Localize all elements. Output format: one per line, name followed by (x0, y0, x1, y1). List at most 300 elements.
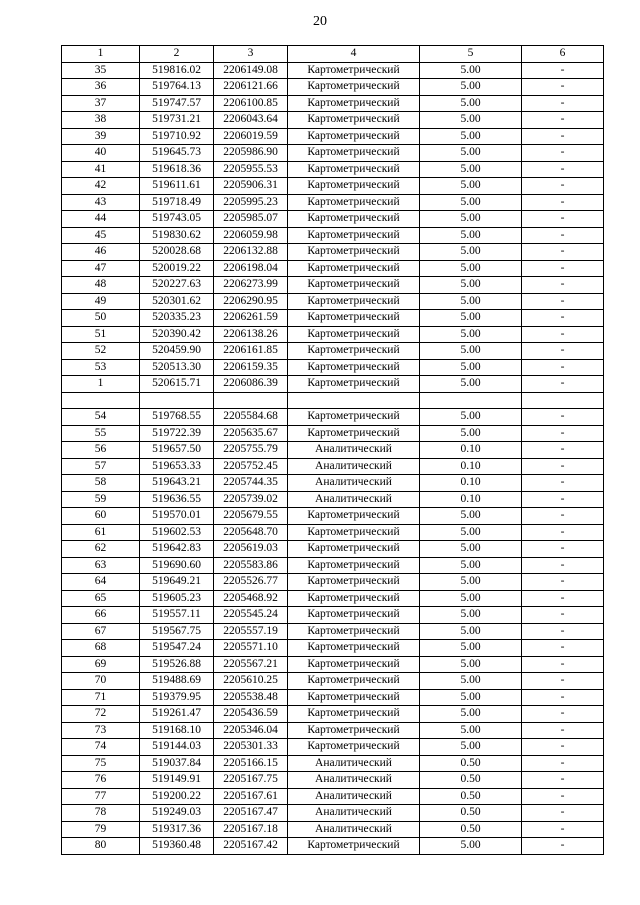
x-coordinate-cell: 519643.21 (140, 475, 214, 492)
page-number: 20 (313, 14, 327, 29)
note-cell: - (522, 508, 604, 525)
table-row (62, 425, 604, 442)
x-coordinate-cell: 519547.24 (140, 640, 214, 657)
x-coordinate-cell: 519653.33 (140, 458, 214, 475)
note-cell: - (522, 821, 604, 838)
y-coordinate-cell: 2205755.79 (214, 442, 288, 459)
point-number-cell: 72 (62, 706, 140, 723)
point-number-cell: 64 (62, 574, 140, 591)
point-number-cell: 58 (62, 475, 140, 492)
x-coordinate-cell: 520335.23 (140, 310, 214, 327)
x-coordinate-cell: 519605.23 (140, 590, 214, 607)
note-cell: - (522, 458, 604, 475)
table-row (62, 211, 604, 228)
note-cell: - (522, 805, 604, 822)
x-coordinate-cell: 519690.60 (140, 557, 214, 574)
method-cell: Картометрический (288, 62, 420, 79)
method-cell: Картометрический (288, 79, 420, 96)
x-coordinate-cell: 519037.84 (140, 755, 214, 772)
note-cell: - (522, 211, 604, 228)
y-coordinate-cell: 2206149.08 (214, 62, 288, 79)
note-cell: - (522, 755, 604, 772)
y-coordinate-cell: 2206261.59 (214, 310, 288, 327)
note-cell: - (522, 293, 604, 310)
accuracy-cell: 5.00 (420, 689, 522, 706)
accuracy-cell: 5.00 (420, 112, 522, 129)
note-cell: - (522, 442, 604, 459)
accuracy-cell: 5.00 (420, 739, 522, 756)
accuracy-cell: 0.50 (420, 788, 522, 805)
method-cell: Аналитический (288, 475, 420, 492)
x-coordinate-cell: 519144.03 (140, 739, 214, 756)
method-cell: Картометрический (288, 293, 420, 310)
y-coordinate-cell: 2205166.15 (214, 755, 288, 772)
accuracy-cell: 0.10 (420, 442, 522, 459)
x-coordinate-cell: 519618.36 (140, 161, 214, 178)
y-coordinate-cell: 2205346.04 (214, 722, 288, 739)
point-number-cell: 68 (62, 640, 140, 657)
x-coordinate-cell: 519747.57 (140, 95, 214, 112)
table-row (62, 227, 604, 244)
x-coordinate-cell: 519636.55 (140, 491, 214, 508)
table-row (62, 623, 604, 640)
x-coordinate-cell: 519830.62 (140, 227, 214, 244)
note-cell: - (522, 475, 604, 492)
method-cell: Картометрический (288, 211, 420, 228)
x-coordinate-cell: 519488.69 (140, 673, 214, 690)
method-cell: Картометрический (288, 541, 420, 558)
method-cell: Картометрический (288, 376, 420, 393)
accuracy-cell: 5.00 (420, 640, 522, 657)
accuracy-cell: 5.00 (420, 722, 522, 739)
x-coordinate-cell: 519645.73 (140, 145, 214, 162)
accuracy-cell: 5.00 (420, 260, 522, 277)
y-coordinate-cell: 2206198.04 (214, 260, 288, 277)
x-coordinate-cell: 519149.91 (140, 772, 214, 789)
y-coordinate-cell: 2205679.55 (214, 508, 288, 525)
accuracy-cell: 0.50 (420, 772, 522, 789)
method-cell: Картометрический (288, 227, 420, 244)
point-number-cell: 80 (62, 838, 140, 855)
x-coordinate-cell: 520301.62 (140, 293, 214, 310)
accuracy-cell: 0.50 (420, 821, 522, 838)
y-coordinate-cell: 2205739.02 (214, 491, 288, 508)
accuracy-cell: 0.50 (420, 805, 522, 822)
point-number-cell: 78 (62, 805, 140, 822)
method-cell: Картометрический (288, 557, 420, 574)
method-cell: Аналитический (288, 755, 420, 772)
method-cell: Картометрический (288, 425, 420, 442)
note-cell: - (522, 145, 604, 162)
point-number-cell: 35 (62, 62, 140, 79)
y-coordinate-cell: 2206121.66 (214, 79, 288, 96)
point-number-cell: 48 (62, 277, 140, 294)
point-number-cell: 79 (62, 821, 140, 838)
note-cell: - (522, 161, 604, 178)
point-number-cell: 77 (62, 788, 140, 805)
y-coordinate-cell: 2206086.39 (214, 376, 288, 393)
accuracy-cell: 5.00 (420, 508, 522, 525)
y-coordinate-cell: 2205752.45 (214, 458, 288, 475)
table-row (62, 640, 604, 657)
point-number-cell: 39 (62, 128, 140, 145)
note-cell: - (522, 112, 604, 129)
y-coordinate-cell: 2206059.98 (214, 227, 288, 244)
point-number-cell: 65 (62, 590, 140, 607)
method-cell: Картометрический (288, 673, 420, 690)
method-cell: Картометрический (288, 161, 420, 178)
table-row (62, 475, 604, 492)
note-cell: - (522, 788, 604, 805)
note-cell: - (522, 706, 604, 723)
point-number-cell: 45 (62, 227, 140, 244)
y-coordinate-cell: 2205955.53 (214, 161, 288, 178)
accuracy-cell: 5.00 (420, 524, 522, 541)
table-row (62, 343, 604, 360)
y-coordinate-cell: 2205545.24 (214, 607, 288, 624)
y-coordinate-cell: 2205301.33 (214, 739, 288, 756)
table-row (62, 260, 604, 277)
point-number-cell: 50 (62, 310, 140, 327)
table-row (62, 95, 604, 112)
table-row (62, 359, 604, 376)
column-header: 4 (288, 46, 420, 63)
x-coordinate-cell: 519526.88 (140, 656, 214, 673)
table-row (62, 689, 604, 706)
point-number-cell: 60 (62, 508, 140, 525)
method-cell: Картометрический (288, 640, 420, 657)
y-coordinate-cell: 2206043.64 (214, 112, 288, 129)
method-cell: Картометрический (288, 260, 420, 277)
point-number-cell: 56 (62, 442, 140, 459)
table-row (62, 722, 604, 739)
method-cell: Картометрический (288, 326, 420, 343)
accuracy-cell: 5.00 (420, 293, 522, 310)
table-row (62, 145, 604, 162)
accuracy-cell: 5.00 (420, 194, 522, 211)
y-coordinate-cell: 2205995.23 (214, 194, 288, 211)
note-cell: - (522, 194, 604, 211)
x-coordinate-cell: 519764.13 (140, 79, 214, 96)
column-header: 5 (420, 46, 522, 63)
point-number-cell: 70 (62, 673, 140, 690)
note-cell: - (522, 623, 604, 640)
point-number-cell: 59 (62, 491, 140, 508)
method-cell (288, 392, 420, 409)
note-cell: - (522, 838, 604, 855)
x-coordinate-cell: 519657.50 (140, 442, 214, 459)
accuracy-cell (420, 392, 522, 409)
method-cell: Картометрический (288, 689, 420, 706)
y-coordinate-cell: 2205906.31 (214, 178, 288, 195)
table-row (62, 62, 604, 79)
x-coordinate-cell: 519570.01 (140, 508, 214, 525)
y-coordinate-cell: 2205584.68 (214, 409, 288, 426)
y-coordinate-cell: 2205985.07 (214, 211, 288, 228)
method-cell: Картометрический (288, 112, 420, 129)
table-row (62, 128, 604, 145)
x-coordinate-cell: 520390.42 (140, 326, 214, 343)
y-coordinate-cell: 2205167.47 (214, 805, 288, 822)
note-cell: - (522, 178, 604, 195)
y-coordinate-cell: 2206290.95 (214, 293, 288, 310)
method-cell: Картометрический (288, 145, 420, 162)
method-cell: Картометрический (288, 623, 420, 640)
y-coordinate-cell: 2206161.85 (214, 343, 288, 360)
point-number-cell: 54 (62, 409, 140, 426)
accuracy-cell: 5.00 (420, 343, 522, 360)
accuracy-cell: 5.00 (420, 541, 522, 558)
table-row (62, 541, 604, 558)
note-cell: - (522, 79, 604, 96)
accuracy-cell: 5.00 (420, 62, 522, 79)
note-cell: - (522, 95, 604, 112)
point-number-cell: 73 (62, 722, 140, 739)
note-cell: - (522, 673, 604, 690)
y-coordinate-cell: 2206138.26 (214, 326, 288, 343)
note-cell: - (522, 656, 604, 673)
x-coordinate-cell: 519317.36 (140, 821, 214, 838)
note-cell (522, 392, 604, 409)
x-coordinate-cell: 519611.61 (140, 178, 214, 195)
accuracy-cell: 0.10 (420, 491, 522, 508)
y-coordinate-cell (214, 392, 288, 409)
note-cell: - (522, 590, 604, 607)
accuracy-cell: 5.00 (420, 95, 522, 112)
note-cell: - (522, 607, 604, 624)
x-coordinate-cell: 519731.21 (140, 112, 214, 129)
note-cell: - (522, 244, 604, 261)
y-coordinate-cell: 2205538.48 (214, 689, 288, 706)
y-coordinate-cell: 2206273.99 (214, 277, 288, 294)
table-row (62, 112, 604, 129)
x-coordinate-cell: 519567.75 (140, 623, 214, 640)
x-coordinate-cell: 519710.92 (140, 128, 214, 145)
method-cell: Картометрический (288, 128, 420, 145)
y-coordinate-cell: 2205610.25 (214, 673, 288, 690)
table-row (62, 821, 604, 838)
accuracy-cell: 0.10 (420, 475, 522, 492)
method-cell: Картометрический (288, 508, 420, 525)
point-number-cell: 53 (62, 359, 140, 376)
y-coordinate-cell: 2205436.59 (214, 706, 288, 723)
accuracy-cell: 5.00 (420, 128, 522, 145)
accuracy-cell: 5.00 (420, 211, 522, 228)
x-coordinate-cell (140, 392, 214, 409)
method-cell: Картометрический (288, 706, 420, 723)
method-cell: Картометрический (288, 310, 420, 327)
method-cell: Картометрический (288, 574, 420, 591)
method-cell: Картометрический (288, 359, 420, 376)
note-cell: - (522, 557, 604, 574)
note-cell: - (522, 689, 604, 706)
y-coordinate-cell: 2205583.86 (214, 557, 288, 574)
table-row (62, 772, 604, 789)
accuracy-cell: 5.00 (420, 838, 522, 855)
x-coordinate-cell: 519200.22 (140, 788, 214, 805)
note-cell: - (522, 62, 604, 79)
point-number-cell: 47 (62, 260, 140, 277)
accuracy-cell: 5.00 (420, 145, 522, 162)
table-row (62, 590, 604, 607)
x-coordinate-cell: 519168.10 (140, 722, 214, 739)
table-row (62, 442, 604, 459)
point-number-cell: 38 (62, 112, 140, 129)
note-cell: - (522, 722, 604, 739)
point-number-cell: 57 (62, 458, 140, 475)
accuracy-cell: 5.00 (420, 79, 522, 96)
y-coordinate-cell: 2205167.75 (214, 772, 288, 789)
table-row (62, 392, 604, 409)
table-row (62, 161, 604, 178)
note-cell: - (522, 277, 604, 294)
table-row (62, 574, 604, 591)
method-cell: Картометрический (288, 524, 420, 541)
accuracy-cell: 5.00 (420, 161, 522, 178)
x-coordinate-cell: 520028.68 (140, 244, 214, 261)
table-row (62, 194, 604, 211)
note-cell: - (522, 739, 604, 756)
x-coordinate-cell: 519722.39 (140, 425, 214, 442)
y-coordinate-cell: 2206159.35 (214, 359, 288, 376)
note-cell: - (522, 409, 604, 426)
table-row (62, 293, 604, 310)
y-coordinate-cell: 2205635.67 (214, 425, 288, 442)
accuracy-cell: 5.00 (420, 326, 522, 343)
note-cell: - (522, 227, 604, 244)
point-number-cell: 41 (62, 161, 140, 178)
method-cell: Аналитический (288, 788, 420, 805)
table-row (62, 673, 604, 690)
table-header-row (62, 46, 604, 63)
note-cell: - (522, 640, 604, 657)
point-number-cell: 66 (62, 607, 140, 624)
method-cell: Аналитический (288, 458, 420, 475)
x-coordinate-cell: 519768.55 (140, 409, 214, 426)
y-coordinate-cell: 2206019.59 (214, 128, 288, 145)
x-coordinate-cell: 520019.22 (140, 260, 214, 277)
accuracy-cell: 5.00 (420, 310, 522, 327)
point-number-cell: 1 (62, 376, 140, 393)
point-number-cell: 74 (62, 739, 140, 756)
method-cell: Картометрический (288, 277, 420, 294)
point-number-cell: 71 (62, 689, 140, 706)
accuracy-cell: 5.00 (420, 673, 522, 690)
table-row (62, 326, 604, 343)
x-coordinate-cell: 519649.21 (140, 574, 214, 591)
accuracy-cell: 5.00 (420, 244, 522, 261)
table-row (62, 508, 604, 525)
point-number-cell (62, 392, 140, 409)
table-body (62, 46, 604, 855)
x-coordinate-cell: 519379.95 (140, 689, 214, 706)
accuracy-cell: 5.00 (420, 425, 522, 442)
table-row (62, 788, 604, 805)
method-cell: Аналитический (288, 772, 420, 789)
y-coordinate-cell: 2205167.61 (214, 788, 288, 805)
method-cell: Картометрический (288, 838, 420, 855)
accuracy-cell: 5.00 (420, 574, 522, 591)
method-cell: Картометрический (288, 409, 420, 426)
point-number-cell: 61 (62, 524, 140, 541)
column-header: 6 (522, 46, 604, 63)
point-number-cell: 49 (62, 293, 140, 310)
point-number-cell: 76 (62, 772, 140, 789)
y-coordinate-cell: 2205167.18 (214, 821, 288, 838)
accuracy-cell: 0.50 (420, 755, 522, 772)
method-cell: Картометрический (288, 194, 420, 211)
method-cell: Аналитический (288, 491, 420, 508)
x-coordinate-cell: 519557.11 (140, 607, 214, 624)
point-number-cell: 51 (62, 326, 140, 343)
note-cell: - (522, 376, 604, 393)
table-row (62, 409, 604, 426)
table-row (62, 739, 604, 756)
note-cell: - (522, 343, 604, 360)
x-coordinate-cell: 520615.71 (140, 376, 214, 393)
method-cell: Картометрический (288, 739, 420, 756)
point-number-cell: 40 (62, 145, 140, 162)
x-coordinate-cell: 519360.48 (140, 838, 214, 855)
point-number-cell: 46 (62, 244, 140, 261)
x-coordinate-cell: 520513.30 (140, 359, 214, 376)
point-number-cell: 63 (62, 557, 140, 574)
accuracy-cell: 5.00 (420, 359, 522, 376)
accuracy-cell: 0.10 (420, 458, 522, 475)
column-header: 1 (62, 46, 140, 63)
method-cell: Картометрический (288, 656, 420, 673)
method-cell: Аналитический (288, 821, 420, 838)
table-row (62, 805, 604, 822)
accuracy-cell: 5.00 (420, 557, 522, 574)
accuracy-cell: 5.00 (420, 590, 522, 607)
x-coordinate-cell: 520459.90 (140, 343, 214, 360)
method-cell: Картометрический (288, 343, 420, 360)
y-coordinate-cell: 2206100.85 (214, 95, 288, 112)
point-number-cell: 44 (62, 211, 140, 228)
point-number-cell: 43 (62, 194, 140, 211)
point-number-cell: 67 (62, 623, 140, 640)
accuracy-cell: 5.00 (420, 178, 522, 195)
accuracy-cell: 5.00 (420, 607, 522, 624)
x-coordinate-cell: 519642.83 (140, 541, 214, 558)
column-header: 3 (214, 46, 288, 63)
table-row (62, 244, 604, 261)
point-number-cell: 42 (62, 178, 140, 195)
x-coordinate-cell: 519602.53 (140, 524, 214, 541)
x-coordinate-cell: 519261.47 (140, 706, 214, 723)
accuracy-cell: 5.00 (420, 409, 522, 426)
table-row (62, 79, 604, 96)
method-cell: Картометрический (288, 722, 420, 739)
accuracy-cell: 5.00 (420, 623, 522, 640)
table-row (62, 277, 604, 294)
accuracy-cell: 5.00 (420, 656, 522, 673)
table-row (62, 310, 604, 327)
note-cell: - (522, 310, 604, 327)
table-row (62, 557, 604, 574)
x-coordinate-cell: 519249.03 (140, 805, 214, 822)
table-row (62, 458, 604, 475)
method-cell: Картометрический (288, 95, 420, 112)
table-row (62, 656, 604, 673)
y-coordinate-cell: 2205986.90 (214, 145, 288, 162)
point-number-cell: 37 (62, 95, 140, 112)
x-coordinate-cell: 519816.02 (140, 62, 214, 79)
x-coordinate-cell: 520227.63 (140, 277, 214, 294)
y-coordinate-cell: 2206132.88 (214, 244, 288, 261)
accuracy-cell: 5.00 (420, 706, 522, 723)
